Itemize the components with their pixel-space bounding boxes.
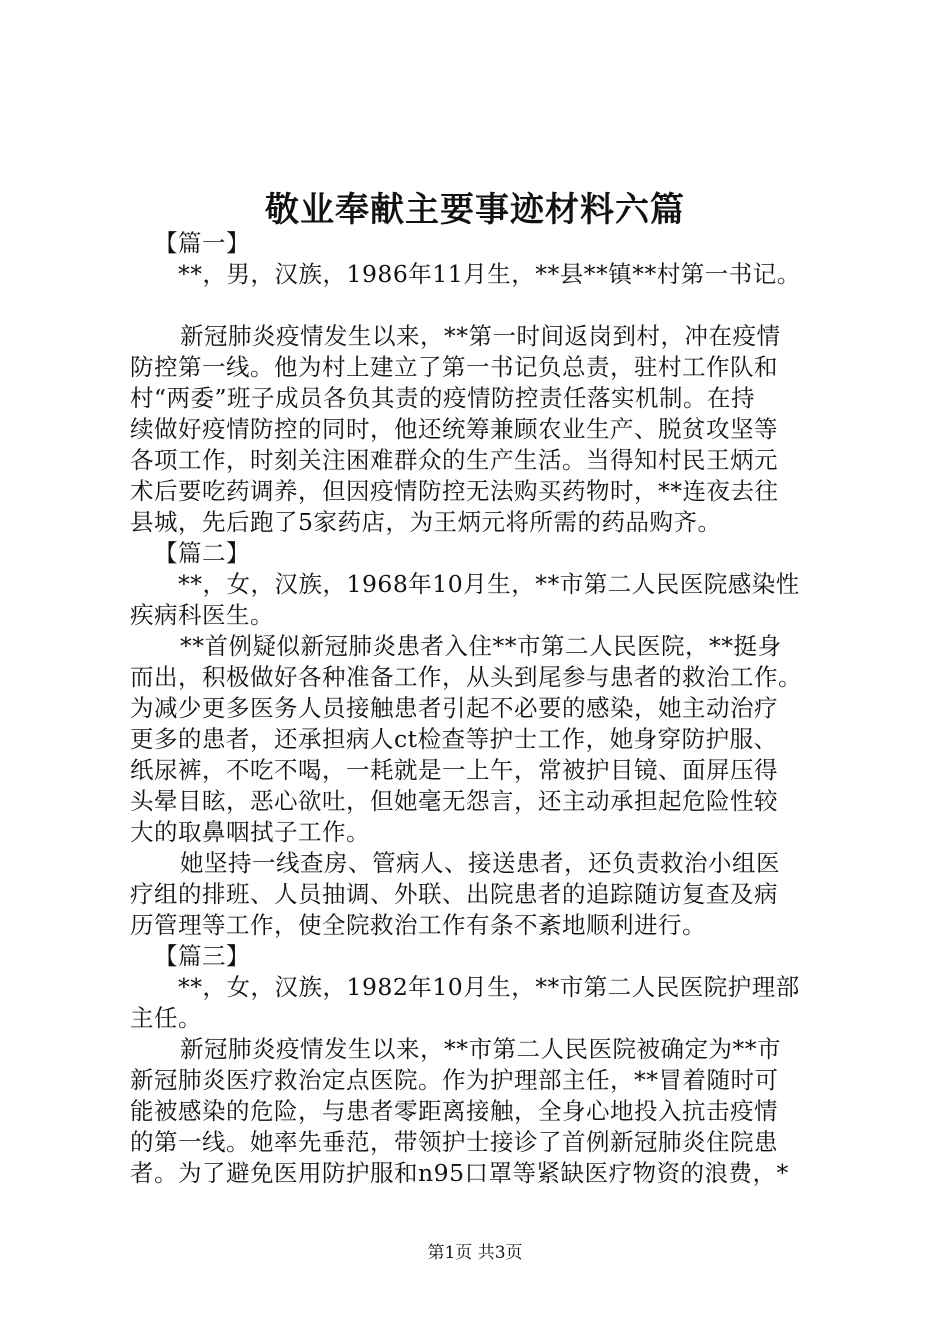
paragraph-line: 头晕目眩，恶心欲吐，但她毫无怨言，还主动承担起危险性较 <box>130 787 778 815</box>
paragraph-line: 而出，积极做好各种准备工作，从头到尾参与患者的救治工作。 <box>130 663 802 691</box>
paragraph-line: 她坚持一线查房、管病人、接送患者，还负责救治小组医 <box>180 849 780 877</box>
paragraph-line: 各项工作，时刻关注困难群众的生产生活。当得知村民王炳元 <box>130 446 778 474</box>
paragraph-line: **，男，汉族，1986年11月生，**县**镇**村第一书记。 <box>178 260 801 288</box>
paragraph-line: 为减少更多医务人员接触患者引起不必要的感染，她主动治疗 <box>130 694 778 722</box>
paragraph-line: 主任。 <box>130 1004 202 1032</box>
paragraph-line: **，女，汉族，1982年10月生，**市第二人民医院护理部 <box>178 973 800 1001</box>
document-title: 敬业奉献主要事迹材料六篇 <box>265 190 685 230</box>
paragraph-line: 能被感染的危险，与患者零距离接触，全身心地投入抗击疫情 <box>130 1097 778 1125</box>
paragraph-line: 疾病科医生。 <box>130 601 274 629</box>
paragraph-line: 县城，先后跑了5家药店，为王炳元将所需的药品购齐。 <box>130 508 722 536</box>
paragraph-line: 者。为了避免医用防护服和n95口罩等紧缺医疗物资的浪费，* <box>130 1159 789 1187</box>
paragraph-line: 新冠肺炎疫情发生以来，**第一时间返岗到村，冲在疫情 <box>180 322 781 350</box>
paragraph-line: 新冠肺炎疫情发生以来，**市第二人民医院被确定为**市 <box>180 1035 781 1063</box>
paragraph-line: 纸尿裤，不吃不喝，一耗就是一上午，常被护目镜、面屏压得 <box>130 756 778 784</box>
section-heading-3: 【篇三】 <box>154 942 250 970</box>
paragraph-line: 更多的患者，还承担病人ct检查等护士工作，她身穿防护服、 <box>130 725 778 753</box>
paragraph-line: **，女，汉族，1968年10月生，**市第二人民医院感染性 <box>178 570 800 598</box>
paragraph-line: 术后要吃药调养，但因疫情防控无法购买药物时，**连夜去往 <box>130 477 779 505</box>
paragraph-line: 新冠肺炎医疗救治定点医院。作为护理部主任，**冒着随时可 <box>130 1066 779 1094</box>
blank-line <box>130 290 830 321</box>
paragraph-line: 大的取鼻咽拭子工作。 <box>130 818 370 846</box>
paragraph-line: 疗组的排班、人员抽调、外联、出院患者的追踪随访复查及病 <box>130 880 778 908</box>
page-footer: 第1页 共3页 <box>427 1243 523 1263</box>
section-heading-1: 【篇一】 <box>154 229 250 257</box>
paragraph-line: 历管理等工作，使全院救治工作有条不紊地顺利进行。 <box>130 911 706 939</box>
paragraph-line: **首例疑似新冠肺炎患者入住**市第二人民医院，**挺身 <box>180 632 782 660</box>
paragraph-line: 防控第一线。他为村上建立了第一书记负总责，驻村工作队和 <box>130 353 778 381</box>
paragraph-line: 村“两委”班子成员各负其责的疫情防控责任落实机制。在持 <box>130 384 756 412</box>
paragraph-line: 续做好疫情防控的同时，他还统筹兼顾农业生产、脱贫攻坚等 <box>130 415 778 443</box>
paragraph-line: 的第一线。她率先垂范，带领护士接诊了首例新冠肺炎住院患 <box>130 1128 778 1156</box>
document-body <box>130 228 830 1189</box>
section-heading-2: 【篇二】 <box>154 539 250 567</box>
